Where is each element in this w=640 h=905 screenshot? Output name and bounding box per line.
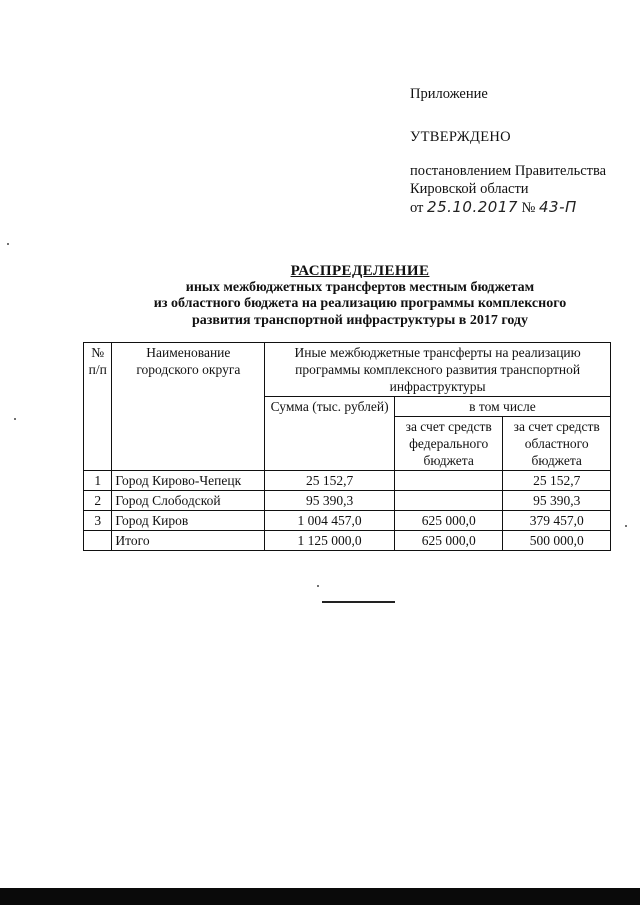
scan-speck	[14, 418, 16, 420]
table-total-row	[84, 531, 611, 551]
row-num: 1	[84, 471, 112, 491]
total-regional: 500 000,0	[503, 531, 611, 551]
row-num: 2	[84, 491, 112, 511]
header-sum: Сумма (тыс. рублей)	[265, 397, 395, 471]
header-name: Наименование городского округа	[112, 343, 265, 471]
document-title	[100, 263, 620, 329]
row-regional: 25 152,7	[503, 471, 611, 491]
row-name: Город Киров	[112, 511, 265, 531]
approved-label: УТВЕРЖДЕНО	[410, 129, 511, 145]
table-row	[84, 471, 611, 491]
scan-bottom-bar	[0, 888, 640, 905]
handwritten-number: 43-П	[539, 198, 577, 216]
row-name: Город Слободской	[112, 491, 265, 511]
table-row	[84, 511, 611, 531]
row-federal	[394, 491, 502, 511]
table-row	[84, 491, 611, 511]
closing-line	[322, 601, 395, 603]
total-num	[84, 531, 112, 551]
distribution-table	[83, 342, 611, 551]
total-federal: 625 000,0	[394, 531, 502, 551]
row-sum: 25 152,7	[265, 471, 395, 491]
header-transfers: Иные межбюджетные трансферты на реализацию программы комплексного развития транспортной инфраструктуры	[265, 343, 611, 397]
row-sum: 95 390,3	[265, 491, 395, 511]
title-line-3: развития транспортной инфраструктуры в 2017 году	[191, 312, 529, 328]
row-regional: 95 390,3	[503, 491, 611, 511]
table-header-row	[84, 343, 611, 397]
header-regional: за счет средств областного бюджета	[503, 417, 611, 471]
title-line-2: из областного бюджета на реализацию программы комплексного	[153, 296, 567, 311]
row-name: Город Кирово-Чепецк	[112, 471, 265, 491]
title-main: РАСПРЕДЕЛЕНИЕ	[290, 263, 430, 279]
appendix-label: Приложение	[410, 86, 488, 102]
date-prefix: от	[410, 200, 424, 216]
header-federal: за счет средств федерального бюджета	[394, 417, 502, 471]
header-including: в том числе	[394, 397, 610, 417]
handwritten-date: 25.10.2017	[427, 198, 518, 216]
region-line: Кировской области	[410, 181, 529, 197]
header-num: № п/п	[84, 343, 112, 471]
row-federal	[394, 471, 502, 491]
scan-speck	[7, 243, 9, 245]
scan-speck	[317, 585, 319, 587]
number-prefix: №	[521, 200, 536, 216]
scan-speck	[625, 525, 627, 527]
resolution-line: постановлением Правительства	[410, 163, 607, 179]
total-name: Итого	[112, 531, 265, 551]
title-line-1: иных межбюджетных трансфертов местным бюджетам	[185, 279, 535, 295]
row-regional: 379 457,0	[503, 511, 611, 531]
row-num: 3	[84, 511, 112, 531]
row-sum: 1 004 457,0	[265, 511, 395, 531]
row-federal: 625 000,0	[394, 511, 502, 531]
total-sum: 1 125 000,0	[265, 531, 395, 551]
date-line	[410, 198, 577, 217]
